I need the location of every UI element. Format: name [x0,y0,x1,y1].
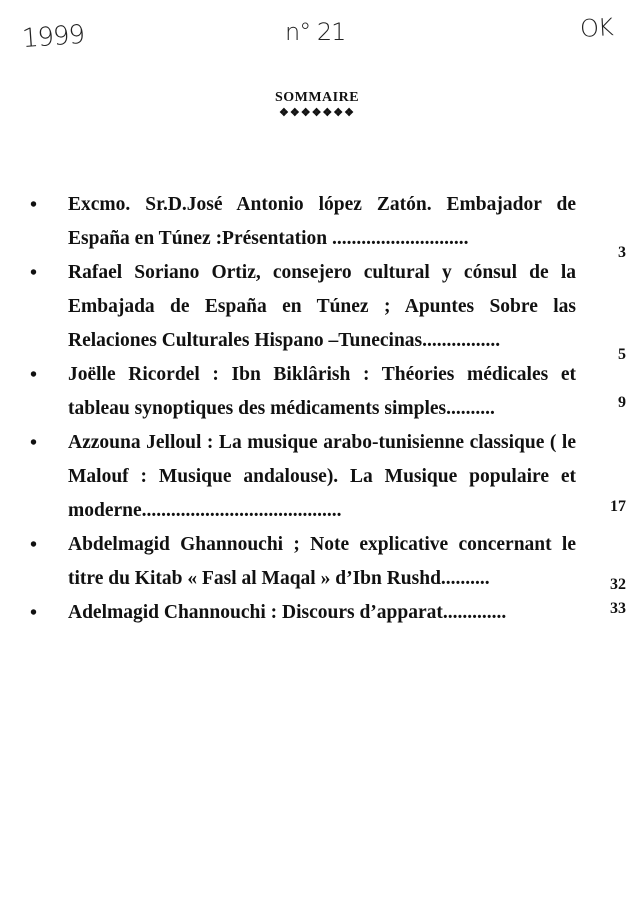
toc-entry-text: Adelmagid Channouchi : Discours d’apparat............. [68,602,507,623]
bullet-icon: • [30,432,38,454]
handwritten-year: 1999 [21,19,86,55]
toc-entry-page: 17 [610,498,626,515]
toc-entry [30,596,626,630]
handwritten-ok-mark: OK [579,13,614,43]
handwritten-issue-number: n° 21 [285,18,346,46]
toc-entry-text: Azzouna Jelloul : La musique arabo-tunisienne classique ( le Malouf : Musique andalouse). La Musique populaire et moderne......................................... [68,432,576,521]
toc-entry [30,426,626,528]
toc-entry-page: 32 [610,576,626,593]
toc-entry [30,528,626,596]
toc-entry-page: 3 [618,244,626,261]
bullet-icon: • [30,534,38,556]
title-ornament: ❖❖❖❖❖❖❖ [278,107,356,119]
toc-entry-text: Rafael Soriano Ortiz, consejero cultural y cónsul de la Embajada de España en Túnez ; Apuntes Sobre las Relaciones Culturales Hispano –Tunecinas................ [68,262,576,351]
page-title: SOMMAIRE [274,90,360,105]
bullet-icon: • [30,194,38,216]
bullet-icon: • [30,262,38,284]
toc-entry [30,188,626,261]
toc-entry-page: 33 [610,600,626,617]
bullet-icon: • [30,602,38,624]
toc-entry-text: Joëlle Ricordel : Ibn Biklârish : Théories médicales et tableau synoptiques des médicaments simples.......... [68,364,576,419]
bullet-icon: • [30,364,38,386]
toc-entry [30,358,626,426]
toc-entry-text: Excmo. Sr.D.José Antonio lópez Zatón. Embajador de España en Túnez :Présentation ............................ [68,194,576,249]
toc-entry-page: 9 [618,394,626,411]
toc-entry [30,256,626,363]
toc-entry-page: 5 [618,346,626,363]
toc-entry-text: Abdelmagid Ghannouchi ; Note explicative concernant le titre du Kitab « Fasl al Maqal » d’Ibn Rushd.......... [68,534,576,589]
table-of-contents [30,188,626,630]
